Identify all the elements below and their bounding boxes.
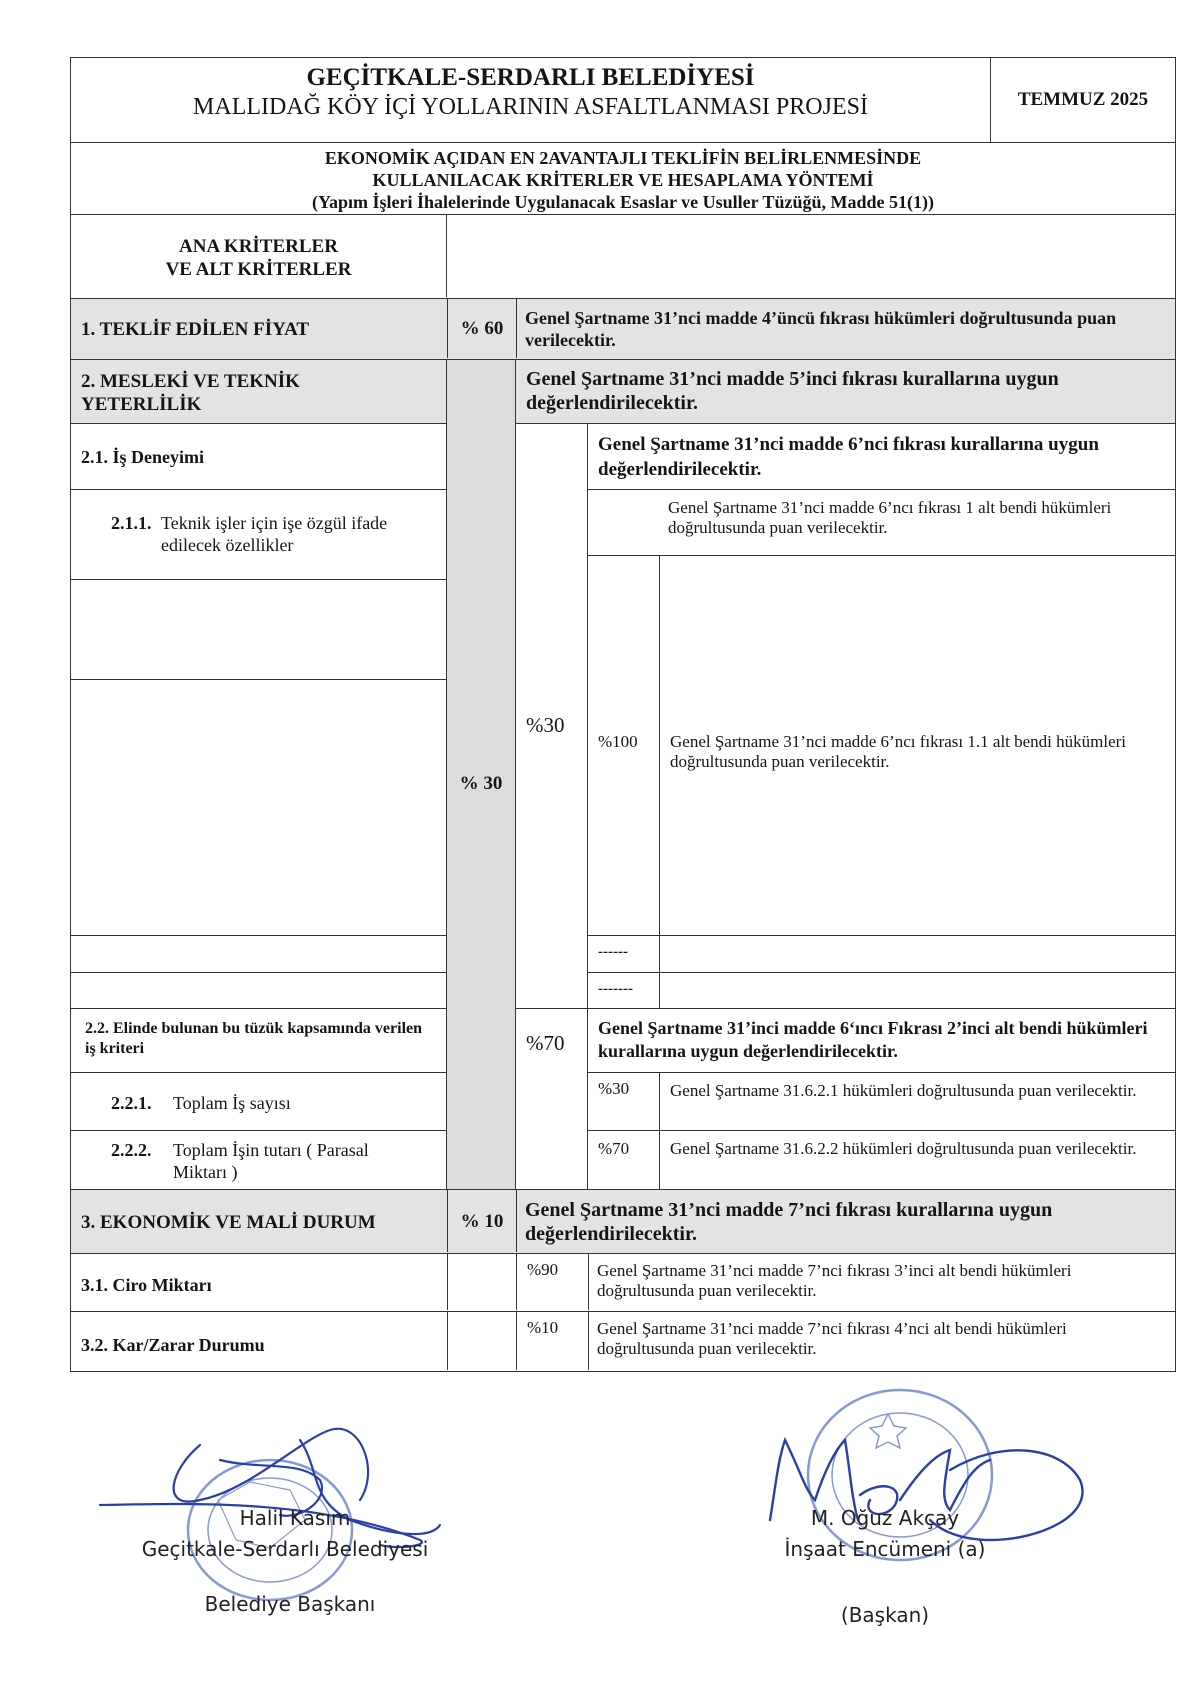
- declared-work-pct: %70: [526, 1031, 565, 1055]
- criteria-header-line-1: ANA KRİTERLER: [179, 236, 338, 257]
- row-economic-status-pct: % 10: [447, 1190, 517, 1252]
- heading-line-2: KULLANILACAK KRİTERLER VE HESAPLAMA YÖNTEMİ: [372, 170, 874, 190]
- total-jobs-desc: Genel Şartname 31.6.2.1 hükümleri doğrultusunda puan verilecektir.: [670, 1081, 1137, 1100]
- row-economic-status: [70, 1190, 1176, 1254]
- left-signer-org: Geçitkale-Serdarlı Belediyesi: [141, 1537, 429, 1561]
- row-offered-price-pct: % 60: [447, 299, 517, 358]
- sub-criterion-100-desc-cell: [660, 556, 1176, 936]
- row-technical-specs-label-cell: [70, 490, 446, 580]
- row-technical-specs-num: 2.1.1.: [111, 513, 152, 533]
- row-profit-loss-desc: Genel Şartname 31’nci madde 7’nci fıkrası 4’nci alt bendi hükümleri doğrultusunda puan verilecektir.: [597, 1319, 1067, 1358]
- row-total-jobs-label: Toplam İş sayısı: [173, 1093, 291, 1113]
- row-declared-work-label-cell: [70, 1009, 446, 1073]
- work-experience-pct-cell: [516, 424, 588, 1009]
- row-professional-competence-desc: Genel Şartname 31’nci madde 5’inci fıkrası kurallarına uygun değerlendirilecektir.: [526, 368, 1059, 414]
- row-total-amount-label: Toplam İşin tutarı ( Parasal Miktarı ): [173, 1140, 369, 1182]
- dash-row-1: ------: [598, 944, 628, 960]
- work-experience-pct: %30: [526, 713, 565, 737]
- row-professional-competence-label: 2. MESLEKİ VE TEKNİK YETERLİLİK: [81, 371, 300, 415]
- row-turnover-pct: %90: [517, 1254, 589, 1310]
- criteria-method-heading: [70, 143, 1176, 215]
- row-work-experience-label-cell: [70, 424, 446, 490]
- total-jobs-pct-cell: [588, 1073, 660, 1131]
- left-signer-name: Halil Kasım: [239, 1506, 351, 1530]
- dash-row-2-pct-cell: [588, 973, 660, 1009]
- row-profit-loss-pct: %10: [517, 1312, 589, 1370]
- right-signer-name: M. Oğuz Akçay: [810, 1506, 960, 1530]
- row-total-jobs-label-cell: [70, 1073, 446, 1131]
- total-amount-pct: %70: [598, 1139, 630, 1158]
- document-date: TEMMUZ 2025: [1017, 89, 1149, 110]
- empty-left-cell-3: [70, 936, 446, 973]
- row-professional-competence-desc-cell: [516, 360, 1176, 424]
- row-work-experience-label: 2.1. İş Deneyimi: [81, 447, 204, 467]
- row-profit-loss: [70, 1312, 1176, 1372]
- dash-row-1-pct-cell: [588, 936, 660, 973]
- row-profit-loss-label: 3.2. Kar/Zarar Durumu: [81, 1335, 265, 1355]
- total-jobs-pct: %30: [598, 1079, 630, 1098]
- row-economic-status-desc: Genel Şartname 31’nci madde 7’nci fıkrası kurallarına uygun değerlendirilecektir.: [525, 1199, 1053, 1245]
- row-offered-price-label: 1. TEKLİF EDİLEN FİYAT: [81, 319, 310, 340]
- criteria-header-row: [70, 215, 1176, 299]
- row-professional-competence-label-cell: [70, 360, 446, 424]
- row-technical-specs-label: Teknik işler için işe özgül ifade edilecek özellikler: [161, 513, 388, 555]
- dash-row-1-desc-cell: [660, 936, 1176, 973]
- empty-left-cell-1: [70, 580, 446, 680]
- technical-specs-desc: Genel Şartname 31’nci madde 6’ncı fıkrası 1 alt bendi hükümleri doğrultusunda puan verilecektir.: [668, 498, 1112, 537]
- left-stamp: [188, 1460, 352, 1600]
- declared-work-desc: Genel Şartname 31’inci madde 6‘ıncı Fıkrası 2’inci alt bendi hükümleri kurallarına uygun değerlendirilecektir.: [598, 1018, 1148, 1061]
- row-total-amount-label-cell: [70, 1131, 446, 1190]
- total-jobs-desc-cell: [660, 1073, 1176, 1131]
- row-offered-price: [70, 299, 1176, 360]
- work-experience-desc-cell: [588, 424, 1176, 490]
- empty-left-cell-2: [70, 680, 446, 936]
- row-total-amount-num: 2.2.2.: [111, 1140, 152, 1160]
- work-experience-desc: Genel Şartname 31’nci madde 6’nci fıkrası kurallarına uygun değerlendirilecektir.: [598, 434, 1099, 480]
- right-signer-title: (Başkan): [840, 1603, 930, 1627]
- section-2-pct-column: [446, 360, 516, 1190]
- total-amount-pct-cell: [588, 1131, 660, 1190]
- criteria-header-line-2: VE ALT KRİTERLER: [165, 259, 352, 280]
- row-turnover-empty-pct: [447, 1254, 517, 1310]
- section-2-pct: % 30: [459, 773, 503, 794]
- technical-specs-desc-cell: [588, 490, 1176, 556]
- dash-row-2-desc-cell: [660, 973, 1176, 1009]
- total-amount-desc-cell: [660, 1131, 1176, 1190]
- left-signer-title: Belediye Başkanı: [204, 1592, 376, 1616]
- declared-work-pct-cell: [516, 1009, 588, 1190]
- right-stamp: [808, 1390, 992, 1560]
- criteria-header-label: [71, 215, 447, 297]
- sub-criterion-100-desc: Genel Şartname 31’nci madde 6’ncı fıkrası 1.1 alt bendi hükümleri doğrultusunda puan verilecektir.: [670, 732, 1127, 771]
- row-economic-status-label: 3. EKONOMİK VE MALİ DURUM: [81, 1212, 376, 1233]
- row-turnover: [70, 1254, 1176, 1312]
- sub-criterion-100-pct-cell: [588, 556, 660, 936]
- header-title-block: [71, 58, 991, 142]
- row-declared-work-label: 2.2. Elinde bulunan bu tüzük kapsamında verilen iş kriteri: [85, 1020, 423, 1057]
- row-turnover-desc: Genel Şartname 31’nci madde 7’nci fıkrası 3’inci alt bendi hükümleri doğrultusunda puan verilecektir.: [597, 1261, 1072, 1300]
- row-turnover-label: 3.1. Ciro Miktarı: [81, 1275, 212, 1295]
- sub-criterion-100-pct: %100: [598, 732, 638, 751]
- municipality-name: GEÇİTKALE-SERDARLI BELEDİYESİ: [306, 64, 755, 91]
- heading-line-1: EKONOMİK AÇIDAN EN 2AVANTAJLI TEKLİFİN BELİRLENMESİNDE: [324, 148, 922, 168]
- right-signer-org: İnşaat Encümeni (a): [784, 1537, 986, 1561]
- row-profit-loss-empty-pct: [447, 1312, 517, 1370]
- document-header: [70, 57, 1176, 143]
- project-title: MALLIDAĞ KÖY İÇİ YOLLARININ ASFALTLANMASI PROJESİ: [193, 94, 868, 120]
- row-total-jobs-num: 2.2.1.: [111, 1093, 152, 1113]
- heading-line-3: (Yapım İşleri İhalelerinde Uygulanacak Esaslar ve Usuller Tüzüğü, Madde 51(1)): [311, 192, 935, 212]
- empty-left-cell-4: [70, 973, 446, 1009]
- declared-work-desc-cell: [588, 1009, 1176, 1073]
- row-offered-price-desc: Genel Şartname 31’nci madde 4’üncü fıkrası hükümleri doğrultusunda puan verilecektir.: [525, 308, 1117, 350]
- total-amount-desc: Genel Şartname 31.6.2.2 hükümleri doğrultusunda puan verilecektir.: [670, 1139, 1137, 1158]
- dash-row-2: -------: [598, 981, 633, 997]
